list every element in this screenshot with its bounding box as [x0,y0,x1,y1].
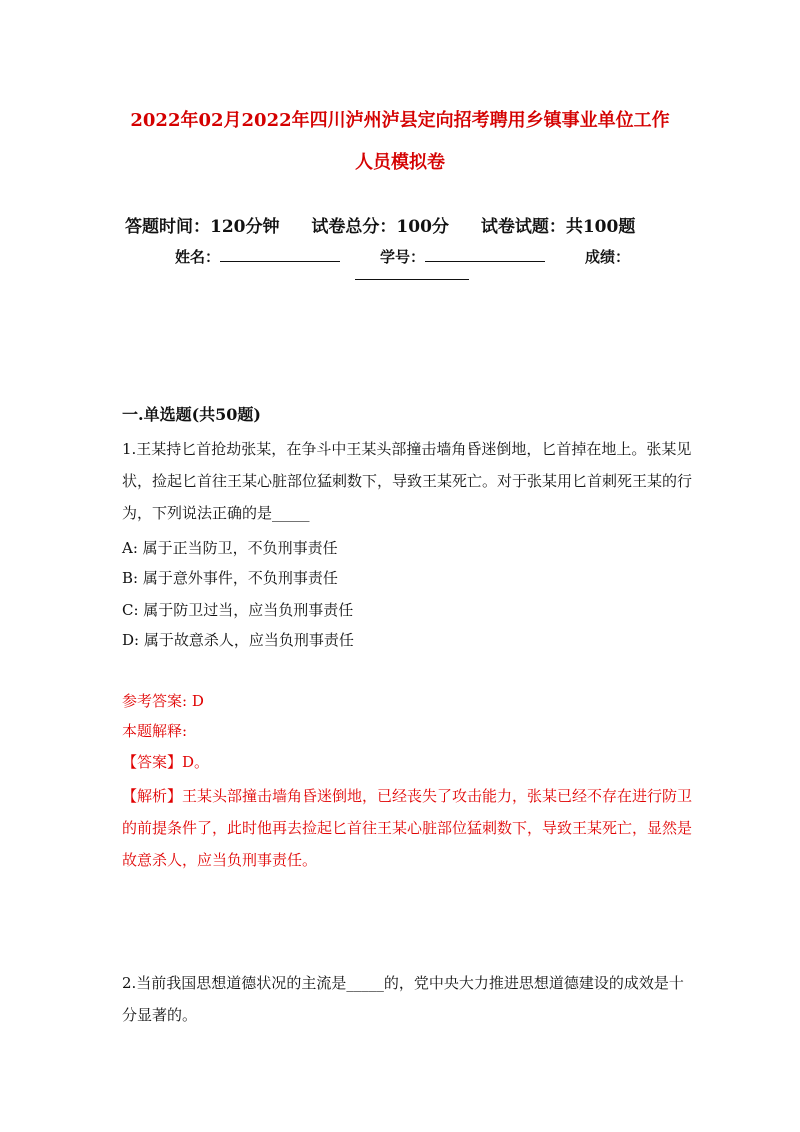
id-label: 学号： [380,248,426,266]
student-info [175,246,630,267]
question-1-answer-tag: 【答案】D。 [122,753,210,771]
question-1-text: 1.王某持匕首抢劫张某，在争斗中王某头部撞击墙角昏迷倒地，匕首掉在地上。张某见状，捡起匕首往王某心脏部位猛刺数下，导致王某死亡。对于张某用匕首刺死王某的行为，下列说法正确的是_____ [122,440,693,522]
exam-title-line2: 人员模拟卷 [355,152,445,173]
question-1-explanation-label: 本题解释: [122,722,188,740]
score-blank [355,279,469,280]
question-2-text: 2.当前我国思想道德状况的主流是_____的，党中央大力推进思想道德建设的成效是十分显著的。 [122,974,684,1024]
question-1-option-b: B: 属于意外事件，不负刑事责任 [122,569,338,587]
exam-total-score: 试卷总分：100分 [311,217,449,237]
question-1-option-c: C: 属于防卫过当，应当负刑事责任 [122,601,354,619]
exam-meta [125,212,685,237]
question-1-answer: 参考答案: D [122,692,204,710]
exam-total-questions: 试卷试题：共100题 [480,217,636,237]
exam-time: 答题时间：120分钟 [125,217,280,237]
question-1-analysis: 【解析】王某头部撞击墙角昏迷倒地，已经丧失了攻击能力，张某已经不存在进行防卫的前提条件了，此时他再去捡起匕首往王某心脏部位猛刺数下，导致王某死亡，显然是故意杀人，应当负刑事责任。 [122,787,693,869]
score-label: 成绩： [585,248,631,266]
exam-title-line1: 2022年02月2022年四川泸州泸县定向招考聘用乡镇事业单位工作 [130,110,670,131]
section-title: 一.单选题(共50题) [122,405,261,424]
name-blank [220,247,340,262]
id-blank [425,247,545,262]
question-1-option-a: A: 属于正当防卫，不负刑事责任 [122,539,338,557]
name-label: 姓名： [175,248,221,266]
question-1-option-d: D: 属于故意杀人，应当负刑事责任 [122,631,354,649]
